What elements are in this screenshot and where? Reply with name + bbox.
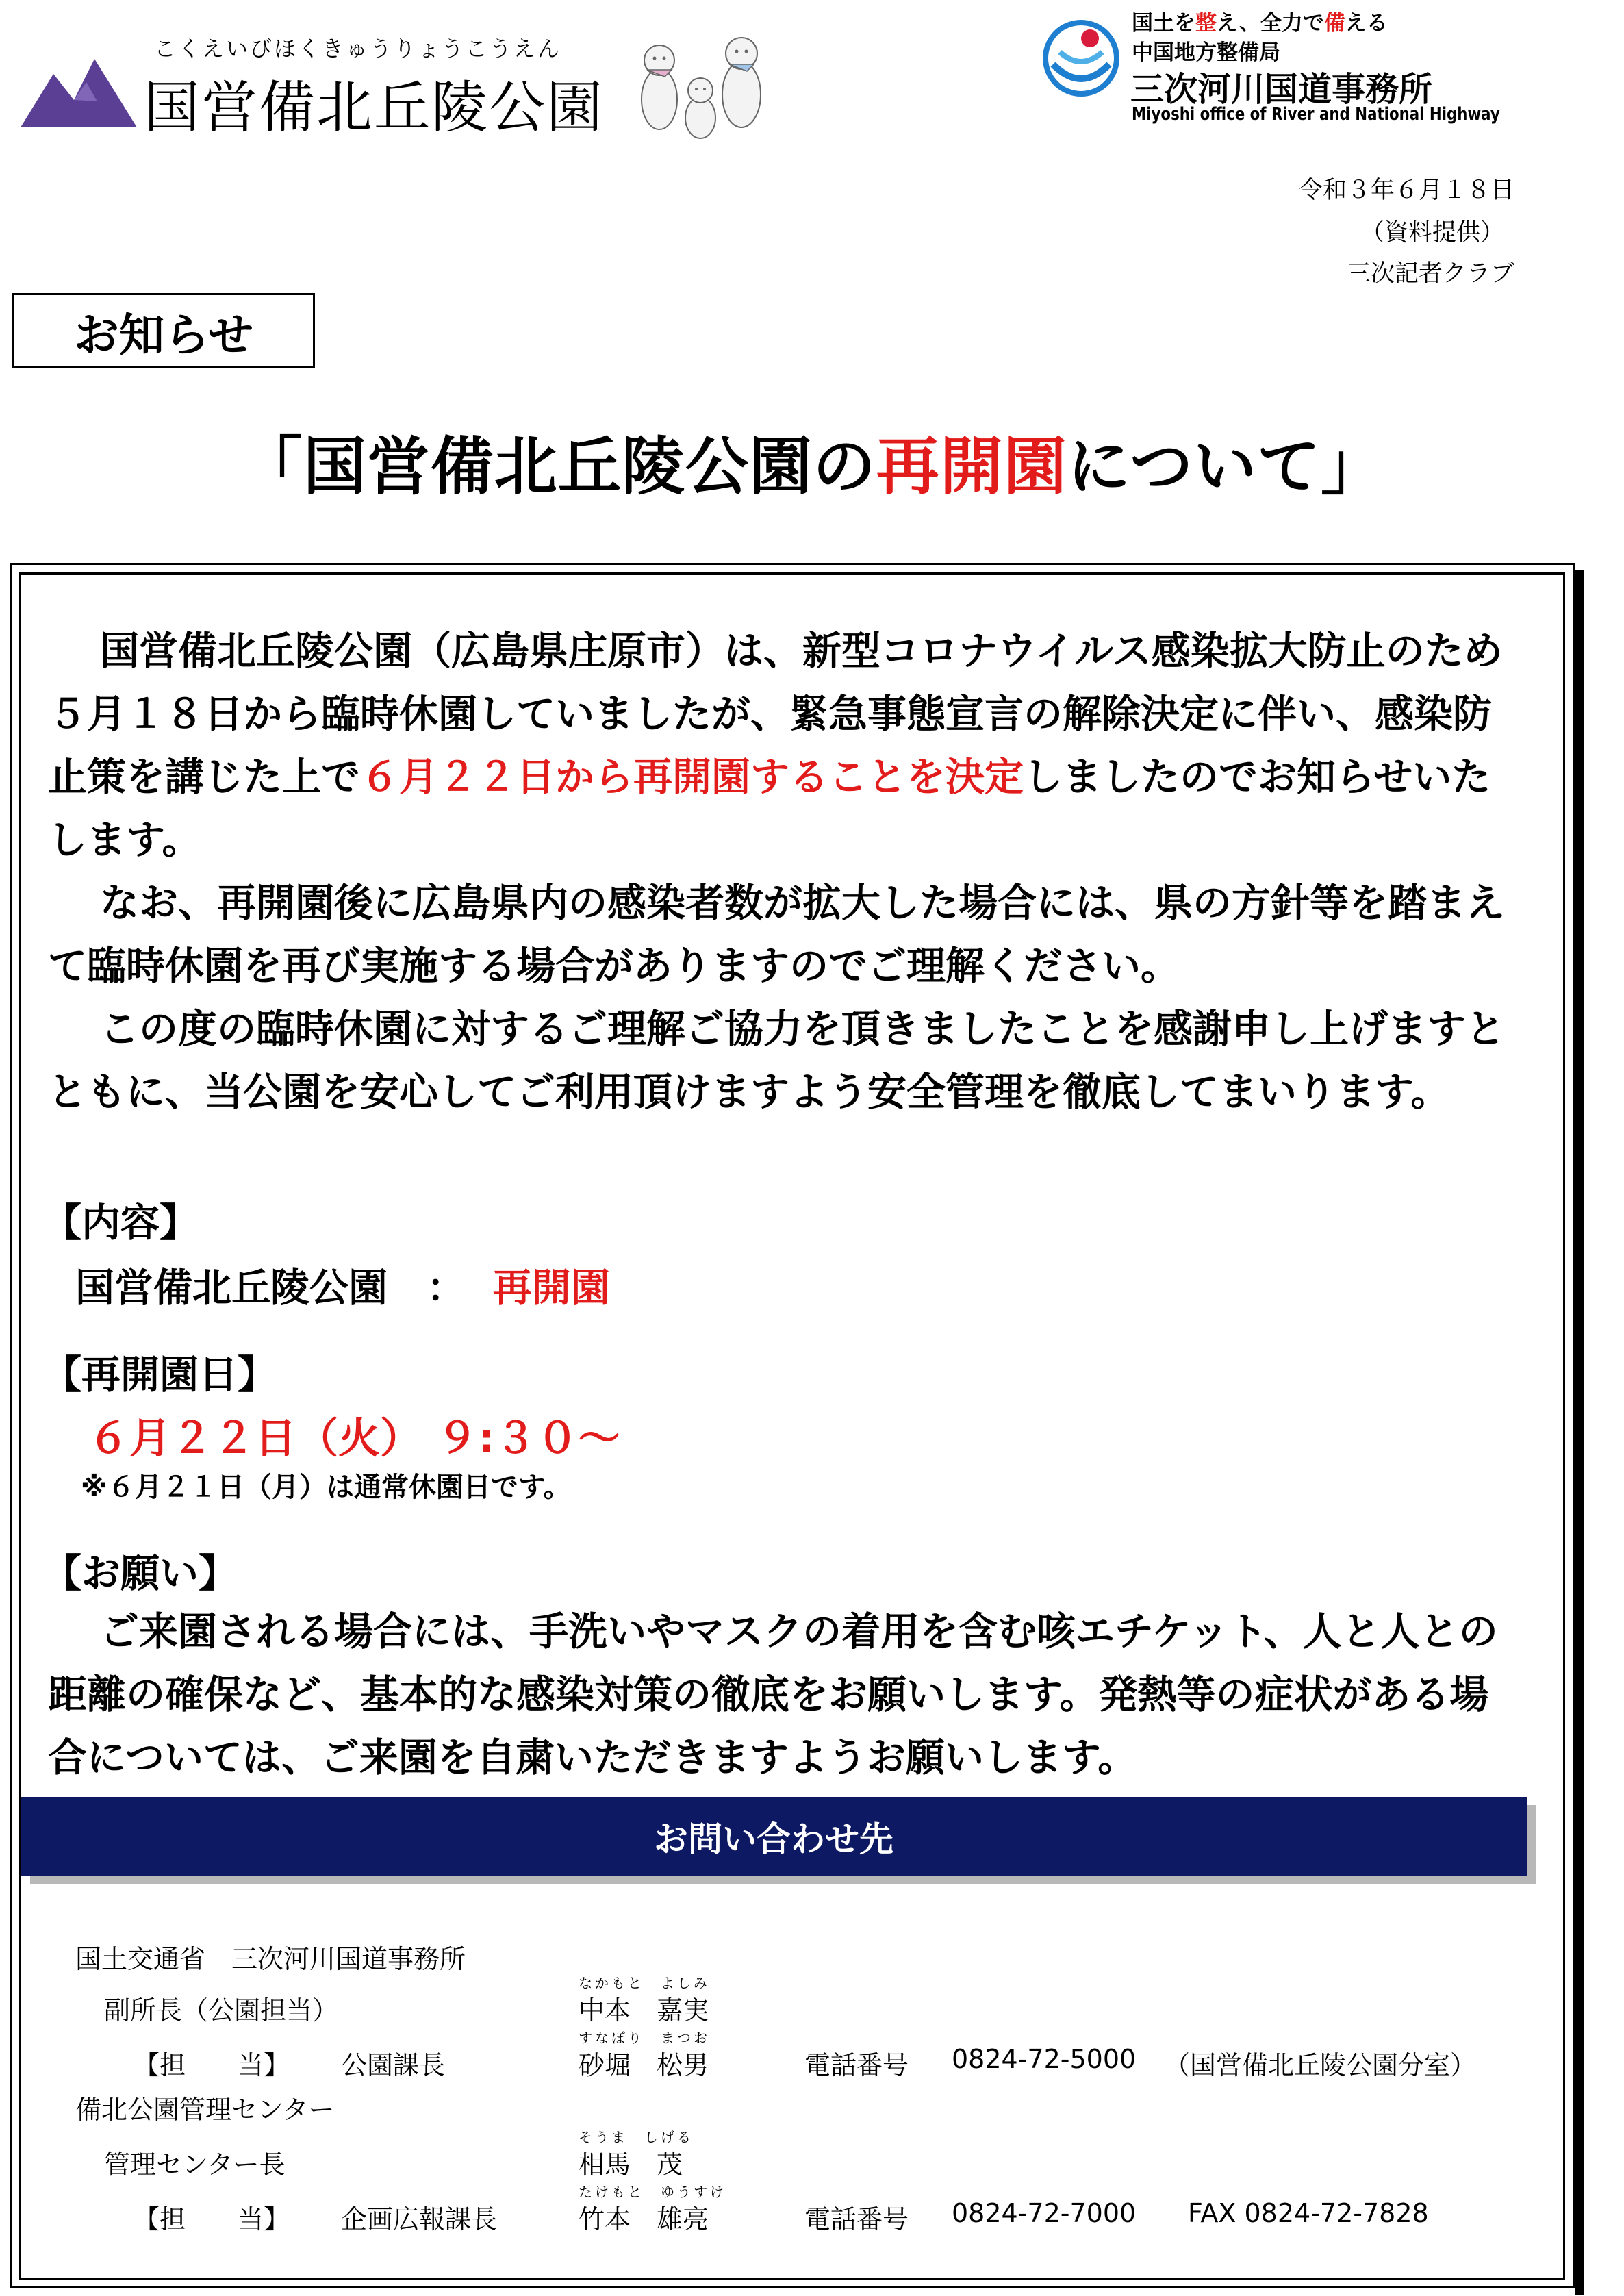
contact-bar: お問い合わせ先 — [21, 1797, 1527, 1876]
contact-role: 企画広報課長 — [341, 2204, 498, 2234]
reopen-note: ※６月２１日（月）は通常休園日です。 — [81, 1472, 571, 1503]
content-facility: 国営備北丘陵公園 ： — [75, 1265, 466, 1311]
office-slogan-part: 国土を — [1132, 11, 1195, 36]
contact-phone: 0824-72-5000 — [952, 2044, 1137, 2074]
contact-name: 砂堀 松男 — [579, 2050, 709, 2080]
notice-label: お知らせ — [12, 293, 315, 368]
contact-name-ruby: すなぼり まつお — [579, 2030, 710, 2046]
contact-org-2: 備北公園管理センター — [75, 2095, 335, 2125]
contact-fax: FAX 0824-72-7828 — [1188, 2198, 1429, 2228]
intro-paragraph-1 — [48, 620, 1520, 872]
intro-paragraph-3: この度の臨時休園に対するご理解ご協力を頂きましたことを感謝申し上げますとともに、当公園を安心してご利用頂けますよう安全管理を徹底してまいります。 — [48, 1007, 1505, 1115]
contact-role: 管理センター長 — [104, 2149, 286, 2180]
request-section — [48, 1600, 1520, 1789]
contact-phone-label: 電話番号 — [804, 2204, 909, 2234]
office-slogan-part: え、全力で — [1217, 11, 1324, 36]
title-part: について」 — [1067, 430, 1385, 503]
office-name-english: Miyoshi office of River and National Highway — [1132, 104, 1500, 125]
park-logo-mountains-icon — [21, 53, 137, 131]
contact-phone-label: 電話番号 — [804, 2050, 909, 2080]
content-heading: 【内容】 — [42, 1200, 199, 1246]
contact-role-tag: 【担 当】 — [134, 2050, 290, 2080]
intro-text: しましたのでお知らせいたします。 — [48, 755, 1491, 863]
material-note: （資料提供） — [1360, 219, 1504, 247]
request-paragraph: ご来園される場合には、手洗いやマスクの着用を含む咳エチケット、人と人との距離の確保など、基本的な感染対策の徹底をお願いします。発熱等の症状がある場合については、ご来園を自粛いただきますようお願いします。 — [48, 1609, 1498, 1780]
office-slogan-highlight: 備 — [1323, 11, 1345, 36]
content-line — [75, 1257, 610, 1313]
title-highlight: 再開園 — [876, 430, 1067, 503]
office-emblem-icon — [1039, 16, 1123, 103]
request-heading: 【お願い】 — [42, 1551, 238, 1596]
office-slogan-highlight: 整 — [1195, 11, 1217, 36]
title-part: 「国営備北丘陵公園の — [239, 430, 876, 503]
park-name-logo: 国営備北丘陵公園 — [144, 75, 605, 140]
contact-name-ruby: なかもと よしみ — [579, 1975, 710, 1991]
contact-phone: 0824-72-7000 — [952, 2198, 1137, 2228]
contact-name-ruby: たけもと ゆうすけ — [579, 2184, 726, 2200]
content-status: 再開園 — [492, 1265, 610, 1311]
press-club: 三次記者クラブ — [1346, 260, 1514, 288]
contact-role: 公園課長 — [341, 2050, 446, 2080]
office-slogan — [1132, 5, 1388, 36]
office-slogan-part: える — [1345, 11, 1388, 36]
contact-name: 中本 嘉実 — [579, 1995, 709, 2026]
office-name: 三次河川国道事務所 — [1130, 70, 1433, 109]
intro-section — [48, 620, 1520, 1124]
intro-highlight: ６月２２日から再開園することを決定 — [360, 755, 1024, 800]
contact-name-ruby: そうま しげる — [579, 2129, 694, 2145]
intro-text: 国営備北丘陵公園（広島県庄原市）は、新型コロナウイルス感染拡大防止のため５月１８日から臨時休園していましたが、緊急事態宣言の解除決定に伴い、感染防止策を講じた上で — [48, 629, 1503, 800]
contact-role: 副所長（公園担当） — [104, 1995, 339, 2026]
contact-phone-note: （国営備北丘陵公園分室） — [1164, 2050, 1477, 2080]
reopen-date: ６月２２日（火） ９:３０～ — [88, 1414, 620, 1463]
contact-name: 相馬 茂 — [579, 2149, 683, 2180]
park-name-kana: こくえいびほくきゅうりょうこうえん — [154, 36, 562, 62]
contact-name: 竹本 雄亮 — [579, 2204, 709, 2234]
mascot-bears-icon — [626, 34, 784, 143]
office-bureau: 中国地方整備局 — [1132, 40, 1280, 65]
contact-role-tag: 【担 当】 — [134, 2204, 290, 2234]
contact-org-1: 国土交通省 三次河川国道事務所 — [75, 1944, 466, 1974]
frame-shadow — [1575, 570, 1584, 2295]
intro-paragraph-2: なお、再開園後に広島県内の感染者数が拡大した場合には、県の方針等を踏まえて臨時休園を再び実施する場合がありますのでご理解ください。 — [48, 881, 1505, 989]
reopen-heading: 【再開園日】 — [42, 1352, 277, 1398]
page-title — [0, 416, 1624, 507]
release-date: 令和３年６月１８日 — [1298, 177, 1514, 204]
